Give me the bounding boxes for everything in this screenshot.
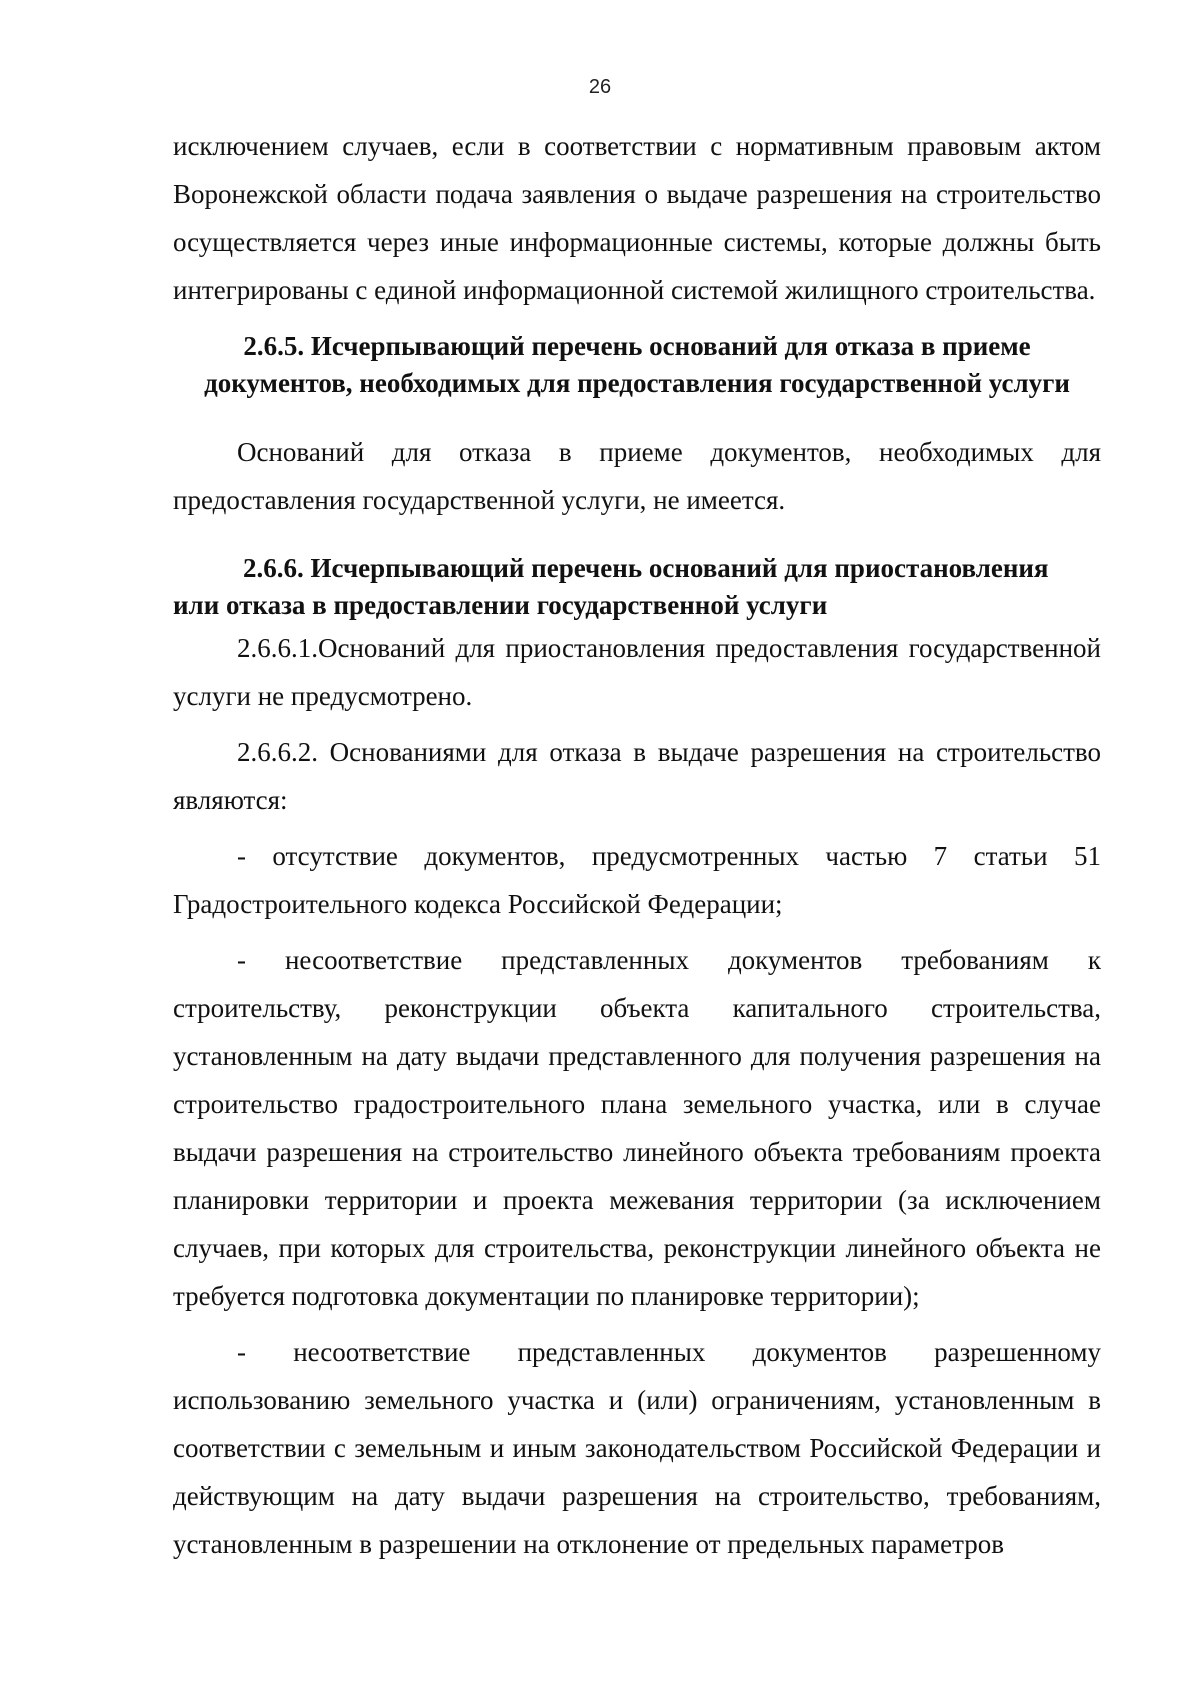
section-heading-2-6-5: 2.6.5. Исчерпывающий перечень оснований для отказа в приеме документов, необходимых для предоставления государственной услуги: [204, 331, 1070, 398]
section-heading-2-6-6: 2.6.6. Исчерпывающий перечень оснований для приостановления или отказа в предоставлении государственной услуги: [173, 553, 1049, 620]
list-item-nonconformity-requirements: - несоответствие представленных документов требованиям к строительству, реконструкции объекта капитального строительства, установленным на дату выдачи представленного для получения разрешения на строительство градостроительного плана земельного участка, или в случае выдачи разрешения на строительство линейного объекта требованиям проекта планировки территории и проекта межевания территории (за исключением случаев, при которых для строительства, реконструкции линейного объекта не требуется подготовка документации по планировке территории);: [173, 945, 1101, 1311]
document-body: [173, 122, 1101, 1568]
paragraph-2-6-6-1: 2.6.6.1.Оснований для приостановления предоставления государственной услуги не предусмотрено.: [173, 633, 1101, 711]
list-item-nonconformity-land-use: - несоответствие представленных документов разрешенному использованию земельного участка и (или) ограничениям, установленным в соответствии с земельным и иным законодательством Российской Федерации и действующим на дату выдачи разрешения на строительство, требованиям, установленным в разрешении на отклонение от предельных параметров: [173, 1337, 1101, 1559]
paragraph-2-6-6-2: 2.6.6.2. Основаниями для отказа в выдаче разрешения на строительство являются:: [173, 737, 1101, 815]
paragraph-no-grounds: Оснований для отказа в приеме документов, необходимых для предоставления государственной услуги, не имеется.: [173, 437, 1101, 515]
page-number: 26: [588, 76, 612, 98]
list-item-missing-documents: - отсутствие документов, предусмотренных частью 7 статьи 51 Градостроительного кодекса Российской Федерации;: [173, 841, 1101, 919]
paragraph-continuation: исключением случаев, если в соответствии с нормативным правовым актом Воронежской области подача заявления о выдаче разрешения на строительство осуществляется через иные информационные системы, которые должны быть интегрированы с единой информационной системой жилищного строительства.: [173, 131, 1101, 305]
